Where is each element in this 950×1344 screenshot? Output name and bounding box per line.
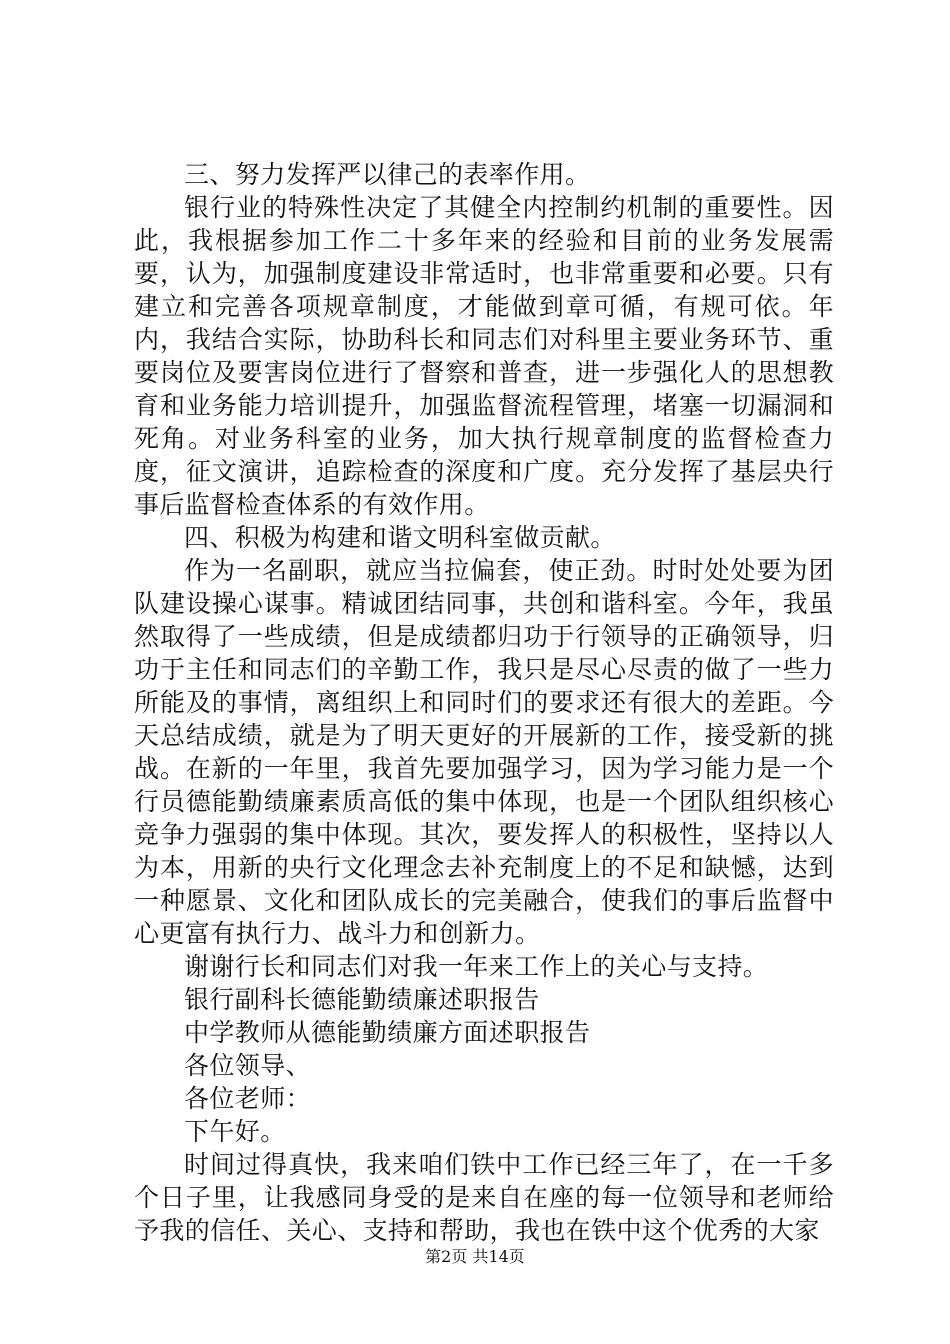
section-heading-4: 四、积极为构建和谐文明科室做贡献。 [184,523,616,552]
paragraph-thanks: 谢谢行长和同志们对我一年来工作上的关心与支持。 [184,952,769,981]
greeting: 下午好。 [184,1117,286,1146]
paragraph-internal-control: 银行业的特殊性决定了其健全内控制约机制的重要性。因此，我根据参加工作二十多年来的经验和目前的业务发展需要，认为，加强制度建设非常适时，也非常重要和必要。只有建立和完善各项规章制度，才能做到章可循，有规可依。年内，我结合实际，协助科长和同志们对科里主要业务环节、重要岗位及要害岗位进行了督察和普查，进一步强化人的思想教育和业务能力培训提升，加强监督流程管理，堵塞一切漏洞和死角。对业务科室的业务，加大执行规章制度的监督检查力度，征文演讲，追踪检查的深度和广度。充分发挥了基层央行事后监督检查体系的有效作用。 [134,193,834,519]
section-heading-3: 三、努力发挥严以律己的表率作用。 [184,160,591,189]
salutation-leaders: 各位领导、 [184,1051,312,1080]
report-title-bank: 银行副科长德能勤绩廉述职报告 [184,985,540,1014]
page-number-footer: 第2页 共14页 [425,1247,525,1266]
paragraph-opening: 时间过得真快，我来咱们铁中工作已经三年了，在一千多个日子里，让我感同身受的是来自在座的每一位领导和老师给予我的信任、关心、支持和帮助，我也在铁中这个优秀的大家 [134,1150,834,1245]
report-title-teacher: 中学教师从德能勤绩廉方面述职报告 [184,1018,591,1047]
salutation-teachers: 各位老师： [184,1084,312,1113]
paragraph-team-building: 作为一名副职，就应当拉偏套，使正劲。时时处处要为团队建设操心谋事。精诚团结同事，共创和谐科室。今年，我虽然取得了一些成绩，但是成绩都归功于行领导的正确领导，归功于主任和同志们的辛勤工作，我只是尽心尽责的做了一些力所能及的事情，离组织上和同时们的要求还有很大的差距。今天总结成绩，就是为了明天更好的开展新的工作，接受新的挑战。在新的一年里，我首先要加强学习，因为学习能力是一个行员德能勤绩廉素质高低的集中体现，也是一个团队组织核心竞争力强弱的集中体现。其次，要发挥人的积极性，坚持以人为本，用新的央行文化理念去补充制度上的不足和缺憾，达到一种愿景、文化和团队成长的完美融合，使我们的事后监督中心更富有执行力、战斗力和创新力。 [134,556,834,948]
document-body [134,158,834,1247]
